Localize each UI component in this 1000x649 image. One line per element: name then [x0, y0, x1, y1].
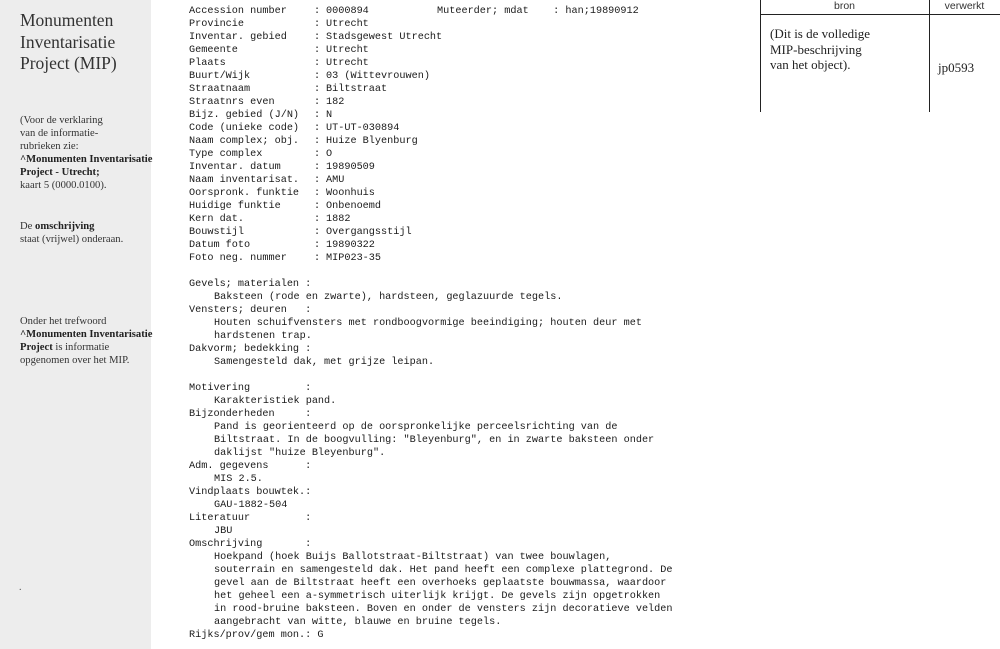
field-separator: : — [314, 227, 321, 238]
project-title-line: Inventarisatie — [20, 31, 116, 52]
field-row — [189, 135, 673, 148]
record-sheet — [189, 5, 673, 642]
field-row — [189, 213, 673, 226]
field-label: Type complex — [189, 149, 263, 160]
section-text: Hoekpand (hoek Buijs Ballotstraat-Biltstraat) van twee bouwlagen, — [214, 552, 612, 563]
table-divider — [929, 0, 930, 112]
note-line: van de informatie- — [20, 128, 99, 139]
left-sidebar — [0, 0, 151, 649]
field-row — [189, 200, 673, 213]
section-text: het geheel een a-symmetrisch uiterlijk krijgt. De gevels zijn opgetrokken — [214, 591, 661, 602]
field-value: Stadsgewest Utrecht — [326, 32, 443, 43]
field-label: Kern dat. — [189, 214, 245, 225]
section-heading: Bijzonderheden : — [189, 409, 312, 420]
field-value: Utrecht — [326, 58, 369, 69]
note-link[interactable]: Project — [20, 342, 53, 353]
field-value: 0000894 — [326, 6, 369, 17]
field-row — [189, 252, 673, 265]
field-separator: : — [314, 71, 321, 82]
field-row — [189, 161, 673, 174]
field-separator: : — [314, 6, 321, 17]
field-row — [189, 148, 673, 161]
field-value: Utrecht — [326, 45, 369, 56]
source-description-line: van het object). — [770, 57, 851, 72]
note-line: kaart 5 (0000.0100). — [20, 180, 107, 191]
field-value: N — [326, 110, 333, 121]
field-value: 182 — [326, 97, 345, 108]
field-label: Naam inventarisat. — [189, 175, 300, 186]
note-line: Onder het trefwoord — [20, 316, 107, 327]
section-text: JBU — [214, 526, 233, 537]
field-value: Biltstraat — [326, 84, 388, 95]
project-title — [20, 10, 117, 75]
field-row — [189, 18, 673, 31]
field-label: Plaats — [189, 58, 226, 69]
field-value: Woonhuis — [326, 188, 375, 199]
section-text: MIS 2.5. — [214, 474, 263, 485]
section-text: aangebracht van witte, blauwe en bruine tegels. — [214, 617, 502, 628]
table-divider — [760, 0, 761, 112]
field-value: 19890322 — [326, 240, 375, 251]
note-text: is informatie — [52, 342, 110, 353]
field-row — [189, 239, 673, 252]
section-text: Biltstraat. In de boogvulling: "Bleyenburg", en in zwarte baksteen onder — [214, 435, 655, 446]
section-text: daklijst "huize Bleyenburg". — [214, 448, 386, 459]
source-description-line: (Dit is de volledige — [770, 26, 871, 41]
field-separator: : — [314, 149, 321, 160]
source-table — [760, 0, 1000, 112]
field-separator: : — [314, 253, 321, 264]
field-row — [189, 122, 673, 135]
field-value: 19890509 — [326, 162, 375, 173]
field-value: UT-UT-030894 — [326, 123, 400, 134]
field-value: Onbenoemd — [326, 201, 382, 212]
field-separator: : — [314, 214, 321, 225]
section-text: Pand is georienteerd op de oorspronkelijke perceelsrichting van de — [214, 422, 618, 433]
field-separator: : — [314, 136, 321, 147]
field-label: Code (unieke code) — [189, 123, 300, 134]
field-row — [189, 187, 673, 200]
field-separator: : — [314, 19, 321, 30]
field-value: Overgangsstijl — [326, 227, 412, 238]
field-separator: : — [314, 58, 321, 69]
field-separator: : — [314, 162, 321, 173]
note-bold: omschrijving — [35, 221, 95, 232]
field-separator: : — [314, 175, 321, 186]
description-note — [20, 220, 123, 246]
field-label: Datum foto — [189, 240, 251, 251]
spacer — [189, 369, 673, 382]
source-description-line: MIP-beschrijving — [770, 41, 862, 57]
section-heading: Vensters; deuren : — [189, 305, 312, 316]
section-text: GAU-1882-504 — [214, 500, 288, 511]
field-separator: : — [314, 32, 321, 43]
field-row — [189, 44, 673, 57]
note-line: rubrieken zie: — [20, 141, 79, 152]
field-row — [189, 70, 673, 83]
field-separator: : — [314, 240, 321, 251]
section-text: souterrain en samengesteld dak. Het pand heeft een complexe plattegrond. De — [214, 565, 673, 576]
field-separator: : — [314, 45, 321, 56]
source-description — [770, 26, 870, 73]
field-value: AMU — [326, 175, 345, 186]
field-separator: : — [314, 201, 321, 212]
field-label: Provincie — [189, 19, 245, 30]
section-heading: Dakvorm; bedekking : — [189, 344, 312, 355]
section-heading: Rijks/prov/gem mon.: G — [189, 630, 324, 641]
field-separator: : — [314, 188, 321, 199]
field-label: Naam complex; obj. — [189, 136, 300, 147]
field-row — [189, 83, 673, 96]
project-title-line: Monumenten — [20, 10, 114, 30]
field-value: 03 (Wittevrouwen) — [326, 71, 430, 82]
field-row — [189, 96, 673, 109]
field-label: Inventar. datum — [189, 162, 281, 173]
section-text: hardstenen trap. — [214, 331, 312, 342]
project-title-line: Project (MIP) — [20, 53, 117, 73]
field-label: Bijz. gebied (J/N) — [189, 110, 300, 121]
note-link[interactable]: ^Monumenten Inventarisatie — [20, 329, 153, 340]
header-verwerkt: verwerkt — [929, 0, 1000, 15]
processing-code: jp0593 — [938, 60, 975, 75]
section-heading: Vindplaats bouwtek.: — [189, 487, 312, 498]
note-link[interactable]: Project - Utrecht; — [20, 167, 100, 178]
field-separator: : — [314, 97, 321, 108]
spacer — [189, 265, 673, 278]
field-row — [189, 174, 673, 187]
field-value: Utrecht — [326, 19, 369, 30]
field-row — [189, 31, 673, 44]
field-row — [189, 5, 429, 18]
note-text: De — [20, 221, 36, 232]
field-label: Huidige funktie — [189, 201, 281, 212]
section-text: in rood-bruine baksteen. Boven en onder de vensters zijn decoratieve velden — [214, 604, 673, 615]
note-line: staat (vrijwel) onderaan. — [20, 234, 124, 245]
field-label: Straatnaam — [189, 84, 251, 95]
field-label: Gemeente — [189, 45, 238, 56]
field-label: Foto neg. nummer — [189, 253, 287, 264]
keyword-note — [20, 315, 152, 367]
field-separator: : — [314, 84, 321, 95]
field-row — [189, 226, 673, 239]
section-text: Baksteen (rode en zwarte), hardsteen, geglazuurde tegels. — [214, 292, 563, 303]
section-heading: Motivering : — [189, 383, 312, 394]
section-text: Karakteristiek pand. — [214, 396, 337, 407]
section-text: Samengesteld dak, met grijze leipan. — [214, 357, 435, 368]
field-separator: : — [314, 110, 321, 121]
note-line: (Voor de verklaring — [20, 115, 103, 126]
field-value: Huize Blyenburg — [326, 136, 418, 147]
reference-note — [20, 114, 152, 192]
section-heading: Omschrijving : — [189, 539, 312, 550]
section-text: Houten schuifvensters met rondboogvormige beeindiging; houten deur met — [214, 318, 642, 329]
note-line: opgenomen over het MIP. — [20, 355, 130, 366]
note-link[interactable]: ^Monumenten Inventarisatie — [20, 154, 153, 165]
section-heading: Literatuur : — [189, 513, 312, 524]
field-label: Accession number — [189, 6, 287, 17]
field-separator: : — [314, 123, 321, 134]
field-row — [189, 57, 673, 70]
field-value: MIP023-35 — [326, 253, 382, 264]
field-value: O — [326, 149, 333, 160]
stray-dot: . — [19, 582, 22, 593]
field-label: Inventar. gebied — [189, 32, 287, 43]
section-text: gevel aan de Biltstraat heeft een overhoeks geplaatste bouwmassa, waardoor — [214, 578, 667, 589]
header-bron: bron — [760, 0, 929, 15]
muteerder-field: Muteerder; mdat : han;19890912 — [437, 6, 639, 17]
section-heading: Adm. gegevens : — [189, 461, 312, 472]
section-heading: Gevels; materialen : — [189, 279, 312, 290]
field-value: 1882 — [326, 214, 351, 225]
field-row — [189, 109, 673, 122]
field-label: Oorspronk. funktie — [189, 188, 300, 199]
field-label: Buurt/Wijk — [189, 71, 251, 82]
field-label: Straatnrs even — [189, 97, 275, 108]
field-label: Bouwstijl — [189, 227, 245, 238]
